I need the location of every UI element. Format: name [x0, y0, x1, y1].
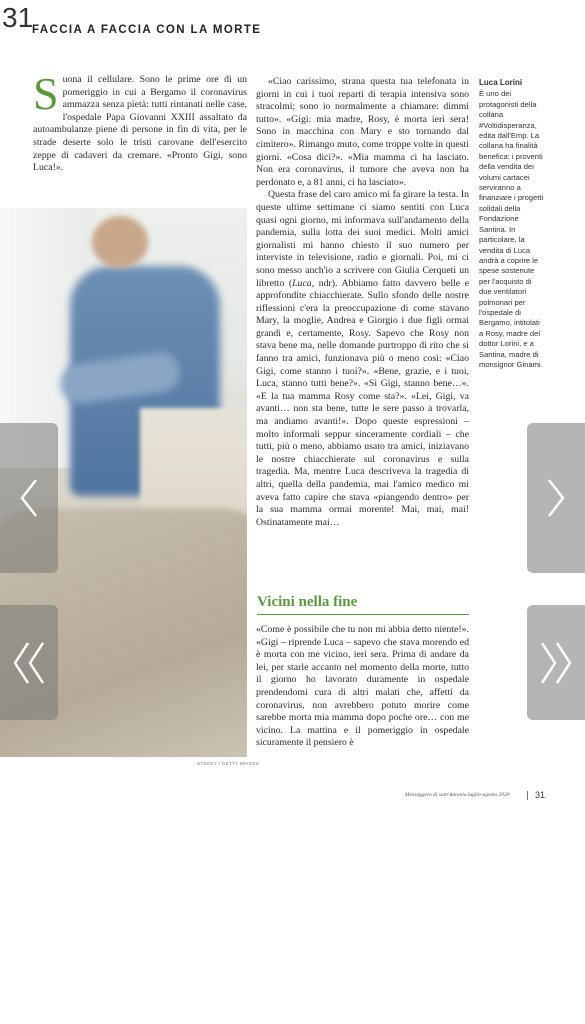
- article-paragraph: «Come è possibile che tu non mi abbia detto niente!». «Gigi – riprende Luca – sapevo che stava morendo ed è morta con me vicino, ieri sera. Prima di andare da lei, per starle accanto nel momento della morte, tutto il giorno ho lavorato duramente in ospedale prendendomi cura di altri malati che, affetti da coronavirus, non avrebbero potuto morire come sarebbe morta mia mamma dopo poche ore… con me vicino. La mattina e il pomeriggio in ospedale sicuramente il pensiero è: [256, 624, 469, 749]
- sidebar-text: È uno dei protagonisti della collana #Voltidisperanza, edita dall'Emp. La collana ha finalità benefica: i proventi della vendita dei volumi cartacei serviranno a finanziare i progetti solidali della Fondazione Santina. In particolare, la vendita di Luca andrà a coprire le spese sostenute per l'acquisto di due ventilatori polmonari per l'ospedale di Bergamo, intitolati a Rosy, madre del dottor Lorini, e a Santina, madre di monsignor Ginami.: [479, 89, 544, 369]
- photo-credit: STOCKY / GETTY IMAGES: [197, 761, 260, 766]
- last-page-button[interactable]: [527, 605, 585, 720]
- footer-page-number: 31: [535, 790, 546, 800]
- section-header: FACCIA A FACCIA CON LA MORTE: [32, 24, 262, 36]
- page-number-top: 31: [2, 2, 34, 33]
- chevron-right-icon: [545, 478, 567, 518]
- chevron-left-icon: [18, 478, 40, 518]
- next-page-button[interactable]: [527, 423, 585, 573]
- footer-magazine: Messaggero di sant'Antonio luglio-agosto 2020: [405, 792, 510, 798]
- article-column-1: [33, 68, 247, 175]
- double-chevron-right-icon: [539, 641, 573, 685]
- article-column-2-continued: [256, 624, 469, 750]
- photo-doctor-head: [92, 216, 148, 268]
- footer-separator: [527, 791, 528, 800]
- article-column-2: [256, 76, 469, 529]
- article-subheading: Vicini nella fine: [257, 594, 358, 610]
- article-paragraph: Questa frase del caro amico mi fa girare la testa. In queste ultime settimane ci siamo sentiti con Luca quasi ogni giorno, mi informava sull'andamento della pandemia, sulla lotta dei suoi medici. Molti amici giornalisti mi hanno chiesto il suo numero per interviste in televisione, radio e giornali. Poi, mi ci sono messo anch'io a scrivere con Giulia Cerqueti un libretto (Luca, ndr). Abbiamo fatto davvero belle e approfondite chiacchierate. Sullo sfondo delle nostre riflessioni c'era la preoccupazione di come stavano Mary, la moglie, Andrea e Giorgio i due figli ormai grandi e, certamente, Rosy. Sapevo che Rosy non stava bene ma, nelle domande purtroppo di rito che si fanno tra amici, funzionava più o meno così: «Ciao Gigi, come stanno i tuoi?». «Bene, grazie, e i tuoi, Luca, stanno tutti bene?». «Sì Gigi, stanno bene…». «E la tua mamma Rosy come sta?». «Lei, Gigi, va avanti… non sta bene, tutte le sere passo a trovarla, ma andiamo avanti!». Dopo queste espressioni – molto informali seppur sinceramente cordiali – che tutti, più o meno, abbiamo usato tra amici, iniziavano le nostre chiacchierate sul coronavirus e sulla tragedia. Ma, mentre Luca descriveva la tragedia di altri, quella della pandemia, mai l'amico medico mi aveva fatto capire che stava «piangendo dentro» per la sua mamma ormai morente! Mai, mai, mai! Ostinatamente mai…: [256, 189, 469, 528]
- article-intro-text: uona il cellulare. Sono le prime ore di un pomeriggio in cui a Bergamo il coronavirus ammazza senza pietà: tutti rintanati nelle case, l'ospedale Papa Giovanni XXIII assaltato da autoambulanze piene di persone in fin di vita, per le strade deserte solo le tristi carovane dell'esercito zeppe di cadaveri da cremare. «Pronto Gigi, sono Luca!».: [33, 74, 247, 174]
- sidebar-title: Luca Lorini: [479, 78, 523, 87]
- previous-page-button[interactable]: [0, 423, 58, 573]
- first-page-button[interactable]: [0, 605, 58, 720]
- dropcap: S: [33, 68, 59, 119]
- double-chevron-left-icon: [12, 641, 46, 685]
- sidebar-box: [479, 78, 545, 370]
- article-paragraph: «Ciao carissimo, strana questa tua telefonata in giorni in cui i tuoi reparti di terapia intensiva sono stracolmi; sono io normalmente a chiamare: dimmi tutto». «Gigi: mia madre, Rosy, è morta ieri sera! Sono in macchina con Mary e sto tornando dal cimitero». Rimango muto, come troppe volte in questi giorni. «Cosa dici?». «Mia mamma ci ha lasciato. Non era coronavirus, il tumore che aveva non ha perdonato e, a 81 anni, ci ha lasciato».: [256, 76, 469, 188]
- subheading-rule: [257, 614, 469, 615]
